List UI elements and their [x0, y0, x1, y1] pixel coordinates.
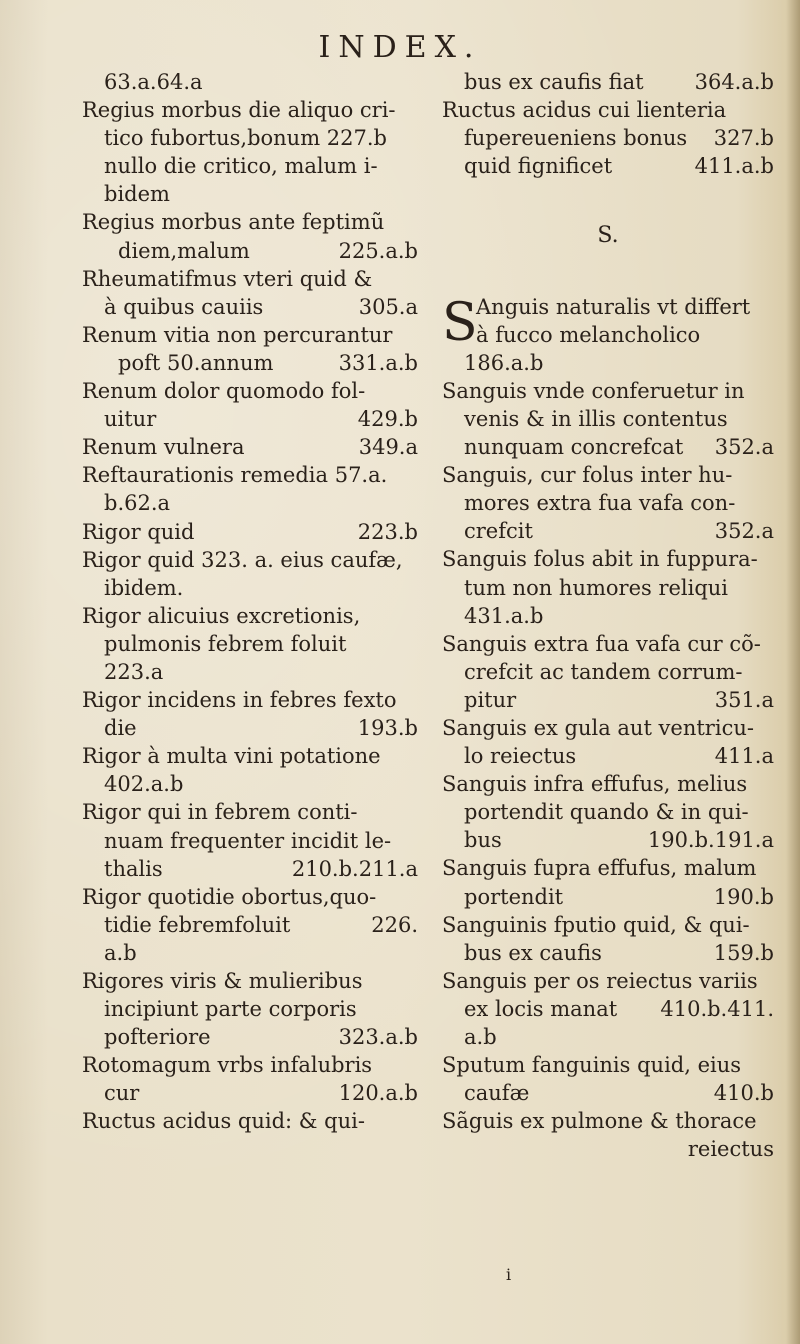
- page-ref: 351.a: [714, 687, 774, 712]
- index-entry: Rigor à multa vini potatione 402.a.b: [82, 744, 381, 797]
- index-entry: Rotomagum vrbs infalubris cur 120.a.b: [82, 1051, 418, 1107]
- index-entry: Sanguis fupra effufus, malum portendit 190.b: [442, 854, 774, 910]
- index-entry: Rigor incidens in febres fexto die 193.b: [82, 686, 418, 742]
- page-ref: 210.b.211.a: [291, 856, 418, 881]
- index-entry: Renum dolor quomodo fol- uitur 429.b: [82, 377, 418, 433]
- index-entry: Regius morbus die aliquo cri- tico fubortus,bonum 227.b nullo die critico, malum i- bidem: [82, 98, 396, 207]
- page-ref: 159.b: [713, 940, 774, 965]
- page-ref: 120.a.b: [338, 1081, 418, 1106]
- page-ref: 327.b: [713, 126, 774, 151]
- index-entry: Rigores viris & mulieribus incipiunt parte corporis pofteriore 323.a.b: [82, 967, 418, 1051]
- index-entry: S Anguis naturalis vt differt à fucco melancholico 186.a.b: [442, 292, 751, 375]
- signature-mark: i: [506, 1265, 512, 1284]
- section-letter: S.: [597, 223, 619, 249]
- index-column-left: [82, 68, 418, 1136]
- index-entry: Rheumatifmus vteri quid & à quibus cauiis 305.a: [82, 265, 418, 321]
- index-entry: Sanguinis fputio quid, & qui- bus ex caufis 159.b: [442, 911, 774, 967]
- page-ref: 349.a: [358, 435, 418, 460]
- continued-ref: 63.a.64.a: [104, 70, 203, 94]
- page-ref: 411.a.b: [694, 154, 774, 179]
- page-ref: 410.b.411.: [660, 996, 774, 1021]
- page-ref: 226.: [371, 912, 418, 937]
- page-ref: 225.a.b: [338, 238, 418, 263]
- index-entry: Sanguis ex gula aut ventricu- lo reiectus 411.a: [442, 714, 774, 770]
- index-entry: Sanguis, cur folus inter hu- mores extra fua vafa con- crefcit 352.a: [442, 461, 774, 545]
- page-ref: 352.a: [714, 519, 774, 544]
- index-entry: Sanguis per os reiectus variis ex locis manat 410.b.411. a.b: [442, 968, 774, 1049]
- page-ref: 364.a.b: [694, 70, 774, 94]
- index-entry: Sanguis vnde conferuetur in venis & in illis contentus nunquam concrefcat 352.a: [442, 377, 774, 461]
- page-ref: 193.b: [357, 716, 418, 741]
- page-ref: 305.a: [358, 294, 418, 319]
- page-ref: 429.b: [357, 407, 418, 432]
- continued-ref: bus ex caufis fiat 364.a.b: [442, 68, 774, 96]
- index-entry: Sãguis ex pulmone & thorace reiectus: [442, 1109, 774, 1162]
- index-entry: Reftaurationis remedia 57.a. b.62.a: [82, 463, 388, 516]
- index-entry: Renum vulnera 349.a: [82, 433, 418, 461]
- index-entry: Ructus acidus cui lienteria fupereueniens bonus 327.b quid fignificet 411.a.b: [442, 96, 774, 180]
- index-entry: Rigor quid 223.b: [82, 518, 418, 546]
- page-ref: 331.a.b: [338, 350, 418, 375]
- page-ref: 411.a: [714, 744, 774, 769]
- page-ref: 190.b.191.a: [647, 828, 774, 853]
- index-column-right: [442, 68, 774, 1163]
- index-entry: Rigor quotidie obortus,quo- tidie febremfoluit 226. a.b: [82, 884, 418, 965]
- page-header: INDEX.: [318, 30, 482, 65]
- index-entry: Rigor quid 323. a. eius caufæ, ibidem.: [82, 547, 403, 600]
- index-entry: Sanguis folus abit in fuppura- tum non humores reliqui 431.a.b: [442, 547, 758, 628]
- index-entry: Sputum fanguinis quid, eius caufæ 410.b: [442, 1051, 774, 1107]
- page-ref: 323.a.b: [338, 1025, 418, 1050]
- page-ref: 410.b: [713, 1081, 774, 1106]
- index-entry: Rigor alicuius excretionis, pulmonis febrem foluit 223.a: [82, 603, 361, 684]
- index-entry: Renum vitia non percurantur poft 50.annum 331.a.b: [82, 321, 418, 377]
- index-entry: Ructus acidus quid: & qui-: [82, 1109, 365, 1134]
- index-entry: Rigor qui in febrem conti- nuam frequenter incidit le- thalis 210.b.211.a: [82, 798, 418, 882]
- index-entry: Sanguis infra effufus, melius portendit quando & in qui- bus 190.b.191.a: [442, 770, 774, 854]
- drop-cap: S: [442, 292, 478, 353]
- page-edge: [786, 0, 800, 1344]
- index-entry: Regius morbus ante feptimũ diem,malum 225.a.b: [82, 208, 418, 264]
- page-ref: 223.b: [357, 519, 418, 544]
- index-entry: Sanguis extra fua vafa cur cõ- crefcit ac tandem corrum- pitur 351.a: [442, 630, 774, 714]
- page-ref: 190.b: [713, 884, 774, 909]
- page-ref: 352.a: [714, 435, 774, 460]
